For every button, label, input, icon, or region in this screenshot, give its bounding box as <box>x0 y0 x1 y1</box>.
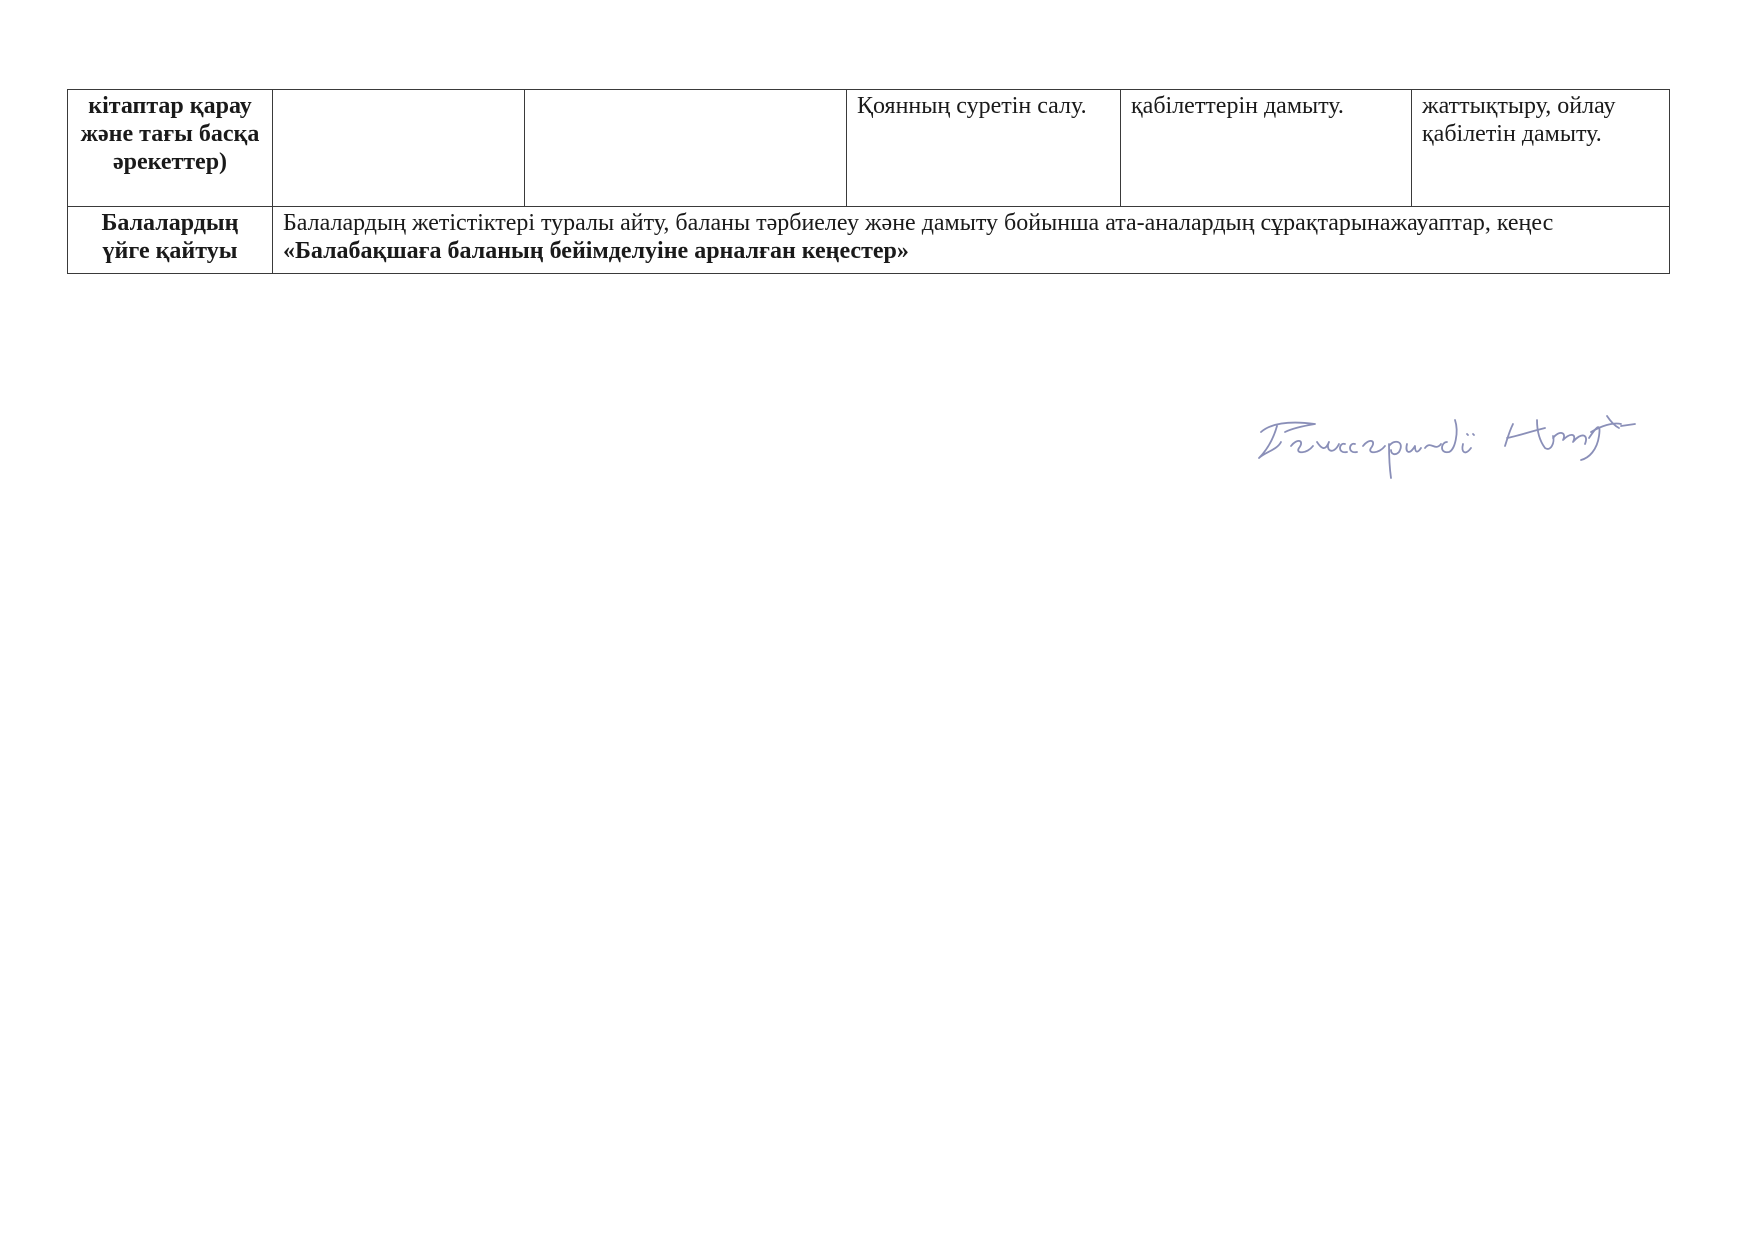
table-cell <box>1121 90 1412 207</box>
cell-text: Қоянның суретін салу. <box>857 93 1087 119</box>
table-cell <box>847 90 1121 207</box>
table-cell <box>525 90 847 207</box>
row-label: кітаптар қарау және тағы басқа әрекеттер) <box>80 93 260 175</box>
row-label: Балалардың үйге қайтуы <box>101 210 239 264</box>
row-label-cell <box>68 207 273 274</box>
daily-plan-table <box>67 89 1670 274</box>
table-cell <box>1412 90 1670 207</box>
cell-text: қабілеттерін дамыту. <box>1131 93 1344 119</box>
table-row <box>68 90 1670 207</box>
handwritten-signature <box>1255 402 1675 482</box>
row-label-cell <box>68 90 273 207</box>
cell-text: жаттықтыру, ойлау қабілетін дамыту. <box>1422 93 1616 147</box>
consultation-title: «Балабақшаға баланың бейімделуіне арналған кеңестер» <box>283 238 909 264</box>
table-row <box>68 207 1670 274</box>
table-cell-merged <box>273 207 1670 274</box>
table-cell <box>273 90 525 207</box>
parent-info-text: Балалардың жетістіктері туралы айту, баланы тәрбиелеу және дамыту бойынша ата-аналардың сұрақтарынажауаптар, кеңес <box>283 210 1554 236</box>
